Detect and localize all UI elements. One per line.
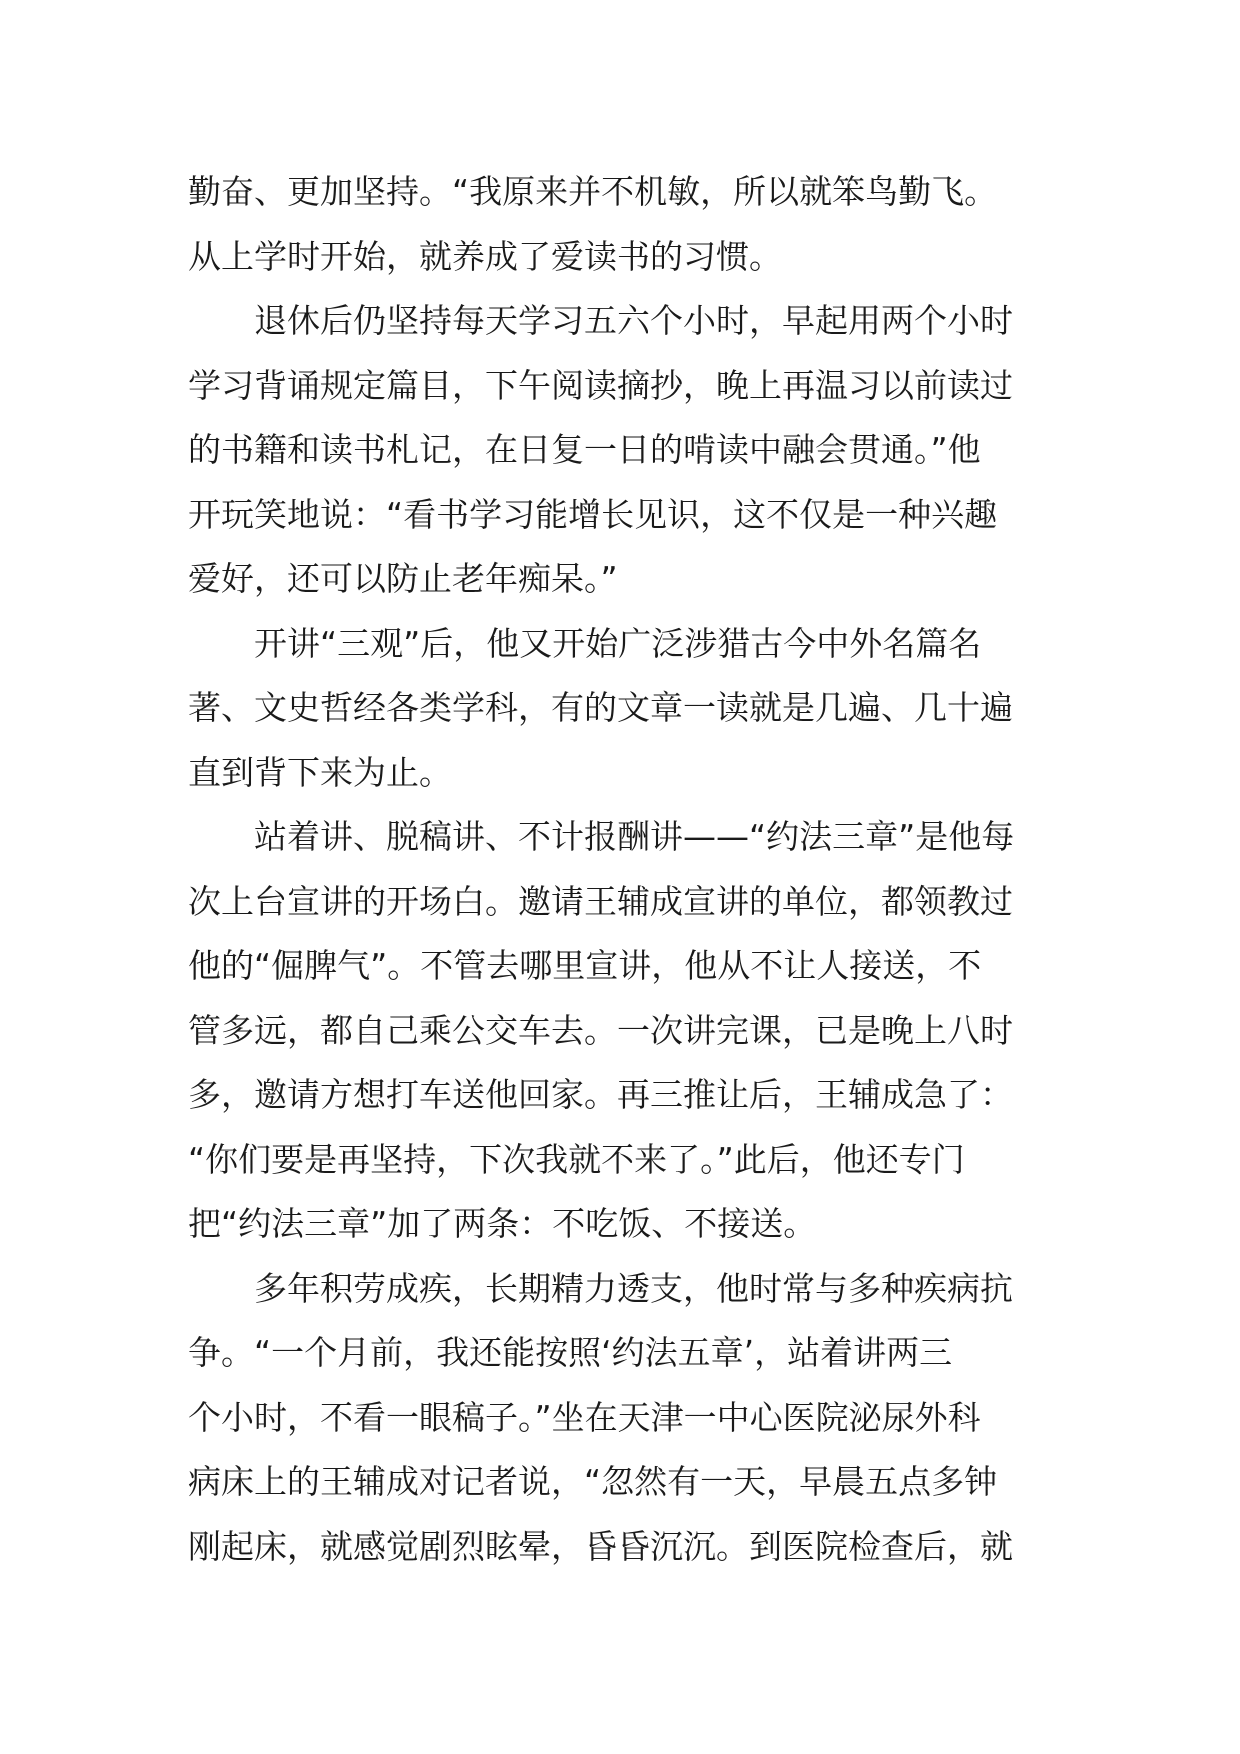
text-line: 爱好，还可以防止老年痴呆。”	[188, 559, 618, 598]
text-line: 从上学时开始，就养成了爱读书的习惯。	[188, 236, 782, 276]
text-line: 他的“倔脾气”。不管去哪里宣讲，他从不让人接送，不	[188, 946, 982, 985]
text-line: 个小时，不看一眼稿子。”坐在天津一中心医院泌尿外科	[188, 1397, 981, 1437]
paragraph-first-line: 站着讲、脱稿讲、不计报酬讲——“约法三章”是他每	[254, 817, 1015, 856]
text-line: 学习背诵规定篇目，下午阅读摘抄，晚上再温习以前读过	[188, 365, 1013, 405]
text-line: 开玩笑地说：“看书学习能增长见识，这不仅是一种兴趣	[188, 494, 998, 534]
text-line: 直到背下来为止。	[188, 752, 452, 792]
text-line: 的书籍和读书札记，在日复一日的啃读中融会贯通。”他	[188, 430, 981, 469]
text-line: 多，邀请方想打车送他回家。再三推让后，王辅成急了：	[188, 1075, 1013, 1114]
paragraph-first-line: 退休后仍坚持每天学习五六个小时，早起用两个小时	[254, 301, 1013, 340]
paragraph-first-line: 开讲“三观”后，他又开始广泛涉猎古今中外名篇名	[254, 623, 982, 663]
text-line: 病床上的王辅成对记者说，“忽然有一天，早晨五点多钟	[188, 1462, 998, 1501]
paragraph-first-line: 多年积劳成疾，长期精力透支，他时常与多种疾病抗	[254, 1268, 1013, 1308]
text-line: 刚起床，就感觉剧烈眩晕，昏昏沉沉。到医院检查后，就	[188, 1526, 1013, 1566]
text-line: 管多远，都自己乘公交车去。一次讲完课，已是晚上八时	[188, 1010, 1013, 1050]
text-line: 勤奋、更加坚持。“我原来并不机敏，所以就笨鸟勤飞。	[188, 172, 998, 211]
text-line: 把“约法三章”加了两条：不吃饭、不接送。	[188, 1204, 817, 1243]
text-line: “你们要是再坚持，下次我就不来了。”此后，他还专门	[188, 1139, 965, 1179]
text-line: 著、文史哲经各类学科，有的文章一读就是几遍、几十遍	[188, 688, 1013, 727]
text-line: 次上台宣讲的开场白。邀请王辅成宣讲的单位，都领教过	[188, 881, 1013, 921]
body-text	[188, 160, 1068, 1579]
text-line: 争。“一个月前，我还能按照‘约法五章’，站着讲两三	[188, 1333, 953, 1372]
